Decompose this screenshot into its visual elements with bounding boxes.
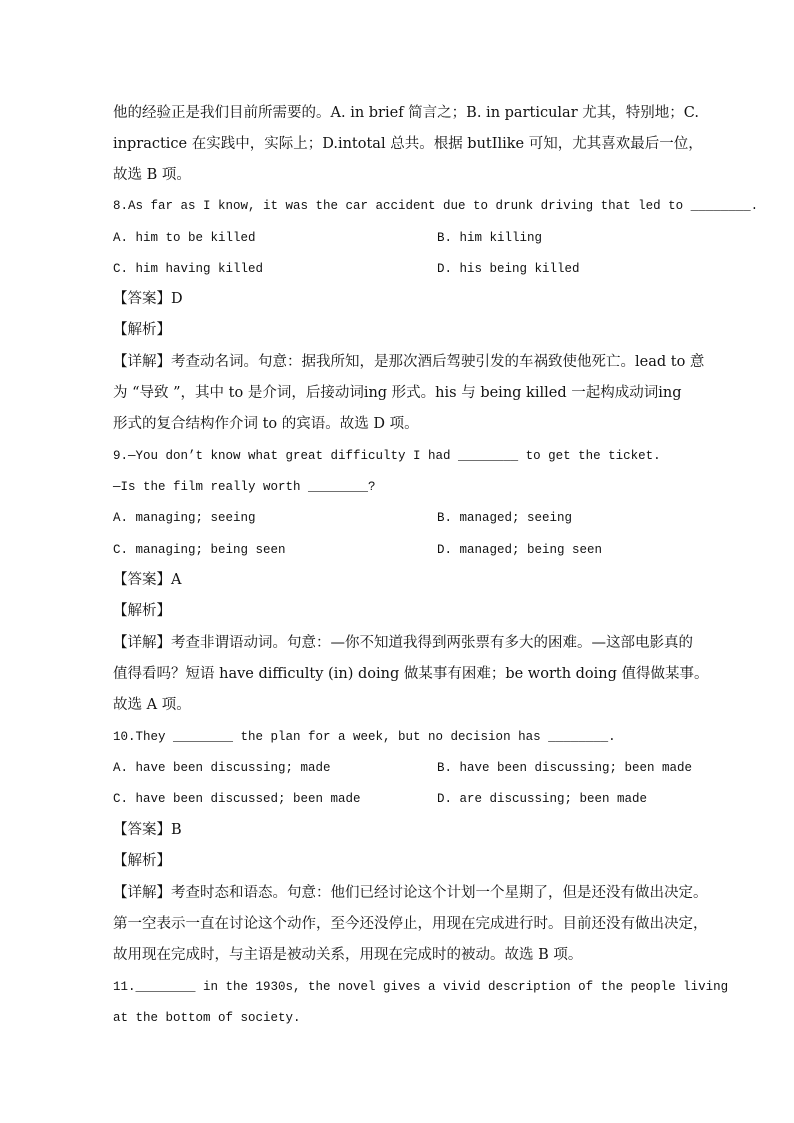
q9-answer: 【答案】A: [113, 572, 182, 588]
q8-answer: 【答案】D: [113, 291, 183, 307]
q10-stem: 10.They ________ the plan for a week, but no decision has ________.: [113, 730, 616, 744]
q8-detail-line: 形式的复合结构作介词 to 的宾语。故选 D 项。: [113, 416, 419, 432]
q10-analysis-label: 【解析】: [113, 853, 171, 869]
q9-stem-line: 9.—You don’t know what great difficulty I had ________ to get the ticket.: [113, 449, 661, 463]
q10-detail-line: 第一空表示一直在讨论这个动作，至今还没停止，用现在完成进行时。目前还没有做出决定，: [113, 916, 708, 932]
q10-answer: 【答案】B: [113, 822, 182, 838]
q10-option-d: D. are discussing; been made: [437, 792, 648, 806]
q9-option-a: A. managing; seeing: [113, 511, 256, 525]
q7-explanation-line: 故选 B 项。: [113, 167, 191, 183]
q8-detail-line: 为 “导致 ”，其中 to 是介词，后接动词ing 形式。his 与 being killed 一起构成动词ing: [113, 385, 682, 401]
q10-option-a: A. have been discussing; made: [113, 761, 331, 775]
q7-explanation-line: inpractice 在实践中，实际上；D.intotal 总共。根据 butIlike 可知，尤其喜欢最后一位，: [113, 136, 703, 152]
q9-detail-line: 值得看吗？短语 have difficulty (in) doing 做某事有困难；be worth doing 值得做某事。: [113, 666, 709, 682]
q8-detail-line: 【详解】考查动名词。句意：据我所知，是那次酒后驾驶引发的车祸致使他死亡。lead to 意: [113, 354, 705, 370]
q8-analysis-label: 【解析】: [113, 322, 171, 338]
q8-stem: 8.As far as I know, it was the car accident due to drunk driving that led to ________.: [113, 199, 759, 213]
q8-option-d: D. his being killed: [437, 262, 580, 276]
q9-detail-line: 【详解】考查非谓语动词。句意：—你不知道我得到两张票有多大的困难。—这部电影真的: [113, 635, 693, 651]
q8-option-c: C. him having killed: [113, 262, 264, 276]
q9-option-c: C. managing; being seen: [113, 543, 286, 557]
q11-stem-line: 11.________ in the 1930s, the novel gives a vivid description of the people living: [113, 980, 729, 994]
q9-detail-line: 故选 A 项。: [113, 697, 191, 713]
q9-option-d: D. managed; being seen: [437, 543, 603, 557]
q10-detail-line: 【详解】考查时态和语态。句意：他们已经讨论这个计划一个星期了，但是还没有做出决定。: [113, 885, 708, 901]
q10-option-b: B. have been discussing; been made: [437, 761, 693, 775]
q8-option-a: A. him to be killed: [113, 231, 256, 245]
q9-analysis-label: 【解析】: [113, 603, 171, 619]
q7-explanation-line: 他的经验正是我们目前所需要的。A. in brief 简言之；B. in particular 尤其，特别地；C.: [113, 105, 699, 121]
q11-stem-line: at the bottom of society.: [113, 1011, 301, 1025]
q10-option-c: C. have been discussed; been made: [113, 792, 361, 806]
q8-option-b: B. him killing: [437, 231, 543, 245]
q9-option-b: B. managed; seeing: [437, 511, 573, 525]
q10-detail-line: 故用现在完成时，与主语是被动关系，用现在完成时的被动。故选 B 项。: [113, 947, 583, 963]
q9-stem-line: —Is the film really worth ________?: [113, 480, 376, 494]
